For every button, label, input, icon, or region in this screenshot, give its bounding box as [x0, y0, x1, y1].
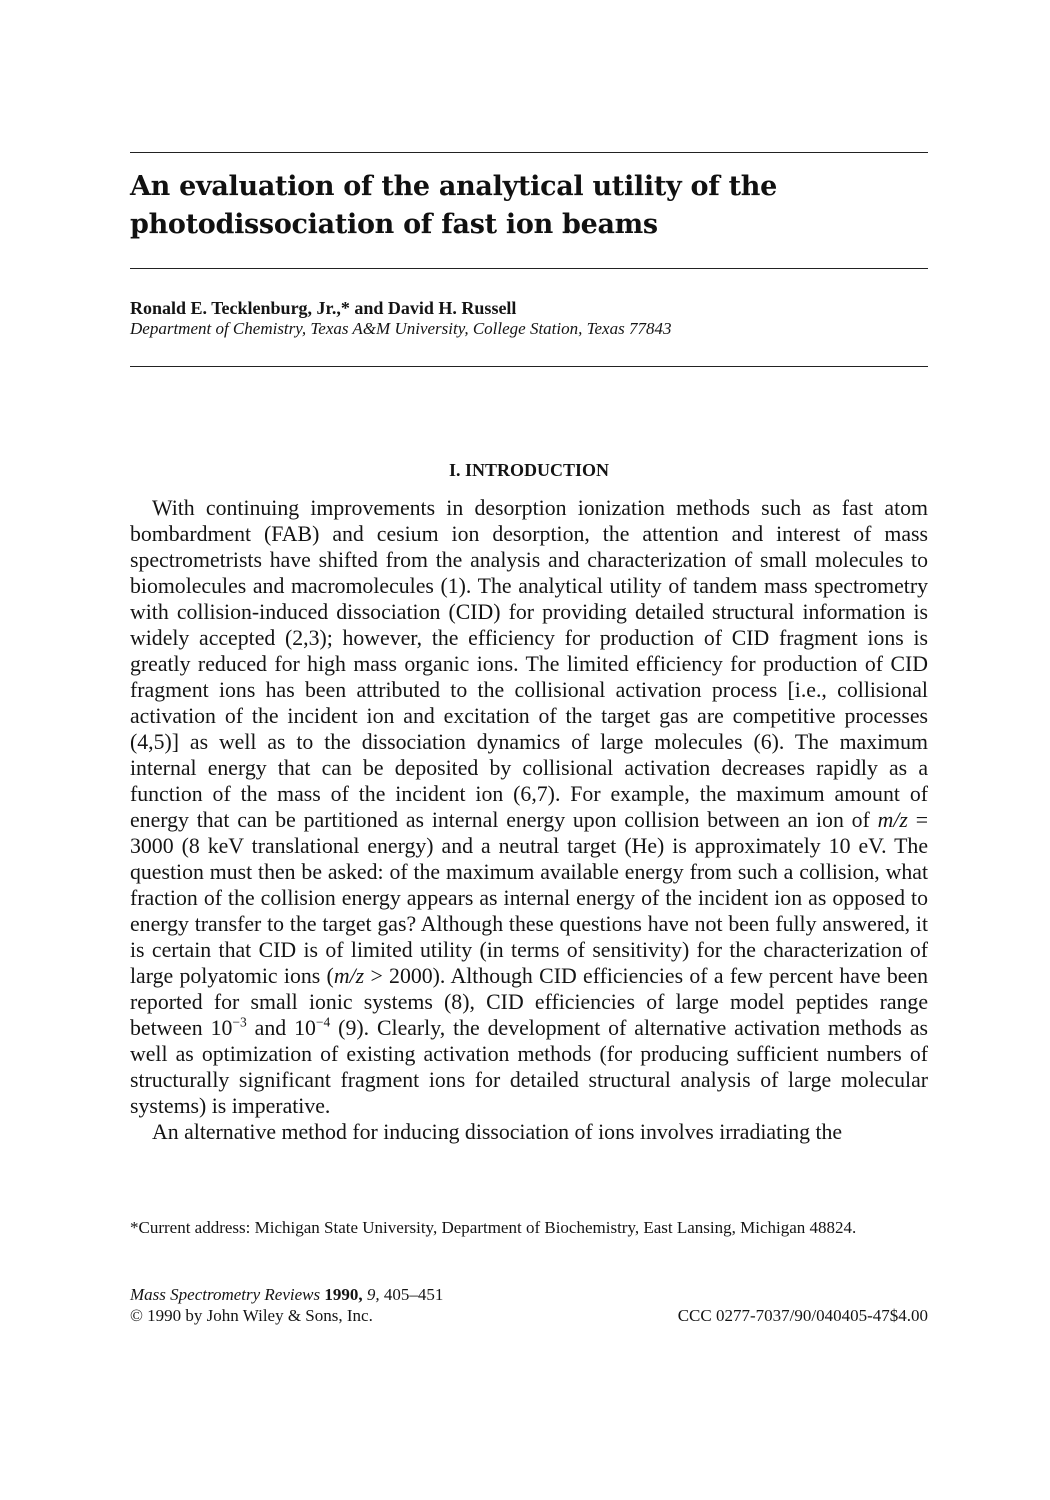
- affiliation-rule: [130, 366, 928, 367]
- copyright: © 1990 by John Wiley & Sons, Inc.: [130, 1306, 373, 1325]
- paragraph-text: and: [246, 1016, 295, 1040]
- journal-name: Mass Spectrometry Reviews: [130, 1285, 321, 1304]
- paragraph-text: > 2000). Although CID efficiencies of a few percent have been reported for small ionic systems (8), CID efficiencies of large model peptides range between: [130, 964, 928, 1040]
- paragraph-text: (9). Clearly, the development of alternative activation methods as well as optimization of existing activation methods (for producing sufficient numbers of structurally significant fragment ions for detailed structural analysis of large molecular systems) is imperative.: [130, 1016, 929, 1118]
- paragraph-text: = 3000 (8 keV translational energy) and a neutral target (He) is approximately 10 eV. The question must then be asked: of the maximum available energy from such a collision, what fraction of the collision energy appears as internal energy of the incident ion as opposed to energy transfer to the target gas? Although these questions have not been fully answered, it is certain that CID is of limited utility (in terms of sensitivity) for the characterization of large polyatomic ions (: [130, 808, 928, 988]
- paragraph-intro: [130, 495, 928, 1119]
- body-text: [130, 495, 928, 1145]
- article-title: An evaluation of the analytical utility of the photodissociation of fast ion beams: [130, 171, 778, 240]
- paragraph-text: With continuing improvements in desorption ionization methods such as fast atom bombardment (FAB) and cesium ion desorption, the attention and interest of mass spectrometrists have shifted from the analysis and characterization of small molecules to biomolecules and macromolecules (1). The analytical utility of tandem mass spectrometry with collision-induced dissociation (CID) for providing detailed structural information is widely accepted (2,3); however, the efficiency for production of CID fragment ions is greatly reduced for high mass organic ions. The limited efficiency for production of CID fragment ions has been attributed to the collisional activation process [i.e., collisional activation of the incident ion and excitation of the target gas are competitive processes (4,5)] as well as to the dissociation dynamics of large molecules (6). The maximum internal energy that can be deposited by collisional activation decreases rapidly as a function of the mass of the incident ion (6,7). For example, the maximum amount of energy that can be partitioned as internal energy upon collision between an ion of: [130, 496, 928, 832]
- exponent: −3: [232, 1014, 247, 1030]
- authors: Ronald E. Tecklenburg, Jr.,* and David H. Russell: [130, 298, 517, 318]
- affiliation: Department of Chemistry, Texas A&M University, College Station, Texas 77843: [130, 319, 672, 338]
- journal-citation: [130, 1284, 443, 1305]
- exponent-base: 10: [294, 1016, 316, 1040]
- paragraph-second: An alternative method for inducing dissociation of ions involves irradiating the: [152, 1120, 843, 1144]
- journal-volume: 9,: [366, 1285, 380, 1304]
- ccc-code: CCC 0277-7037/90/040405-47$4.00: [677, 1306, 928, 1325]
- exponent-base: 10: [210, 1016, 233, 1040]
- section-heading: I. INTRODUCTION: [448, 460, 610, 480]
- mz-symbol: m/z: [333, 964, 365, 988]
- title-rule: [130, 268, 928, 269]
- footnote: *Current address: Michigan State University, Department of Biochemistry, East Lansing, Michigan 48824.: [130, 1218, 857, 1237]
- journal-pages: 405–451: [383, 1285, 444, 1304]
- journal-year: 1990,: [324, 1285, 363, 1304]
- exponent: −4: [315, 1014, 331, 1030]
- top-rule: [130, 152, 928, 153]
- mz-symbol: m/z: [877, 808, 908, 832]
